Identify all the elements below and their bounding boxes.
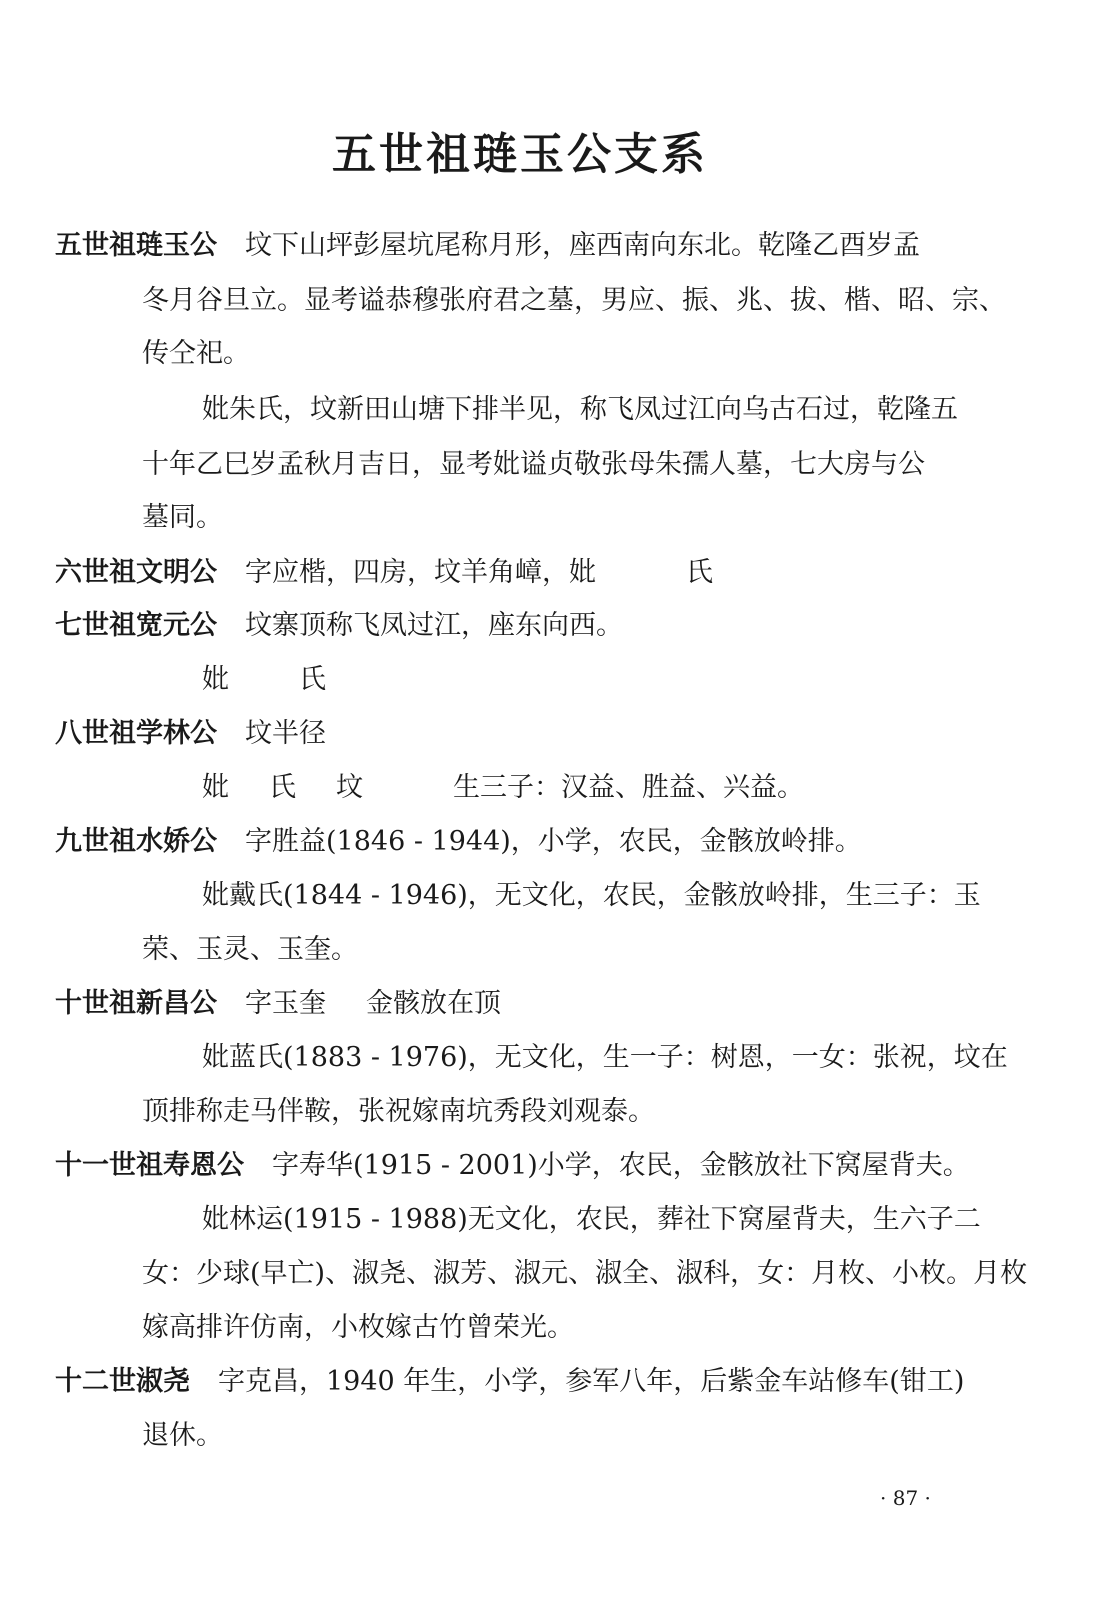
entry-gen12-line2: 退休。	[142, 1420, 223, 1451]
page-title: 五世祖琏玉公支系	[332, 129, 708, 180]
entry-text: 字克昌，1940 年生，小学，参军八年，后紫金车站修车(钳工)	[218, 1366, 965, 1397]
spouse-suffix: 氏	[299, 664, 326, 695]
entry-gen5-spouse-line2: 十年乙巳岁孟秋月吉日，显考妣谥贞敬张母朱孺人墓，七大房与公	[142, 449, 925, 480]
entry-text-suffix: 氏	[686, 557, 713, 588]
page-number: · 87 ·	[880, 1486, 931, 1510]
spouse-grave: 坟	[336, 772, 363, 803]
entry-label: 十二世淑尧	[55, 1366, 190, 1397]
entry-gen6	[55, 555, 713, 591]
entry-label: 九世祖水娇公	[55, 826, 217, 857]
entry-gen9-spouse-line2: 荣、玉灵、玉奎。	[142, 934, 358, 965]
spouse-prefix: 妣	[202, 664, 229, 695]
entry-gen5-line3: 传仝祀。	[142, 338, 250, 369]
entry-text: 字应楷，四房，坟羊角嶂，妣	[245, 557, 596, 588]
entry-text: 坟半径	[245, 718, 326, 749]
entry-text-suffix: 金骸放在顶	[366, 988, 501, 1019]
entry-gen8-spouse	[202, 770, 804, 806]
entry-gen5-spouse-line1: 妣朱氏，坟新田山塘下排半见，称飞凤过江向乌古石过，乾隆五	[202, 394, 958, 425]
entry-text: 字寿华(1915 - 2001)小学，农民，金骸放社下窝屋背夫。	[272, 1150, 970, 1181]
entry-gen8	[55, 716, 326, 752]
entry-gen5-spouse-line3: 墓同。	[142, 502, 223, 533]
entry-text: 字玉奎	[245, 988, 326, 1019]
entry-gen7-spouse	[202, 662, 326, 698]
entry-gen10-spouse-line2: 顶排称走马伴鞍，张祝嫁南坑秀段刘观泰。	[142, 1096, 655, 1127]
entry-gen9-spouse-line1: 妣戴氏(1844 - 1946)，无文化，农民，金骸放岭排，生三子：玉	[202, 880, 981, 911]
spouse-children: 生三子：汉益、胜益、兴益。	[453, 772, 804, 803]
entry-gen10-spouse-line1: 妣蓝氏(1883 - 1976)，无文化，生一子：树恩，一女：张祝，坟在	[202, 1042, 1008, 1073]
entry-label: 六世祖文明公	[55, 557, 217, 588]
entry-label: 八世祖学林公	[55, 718, 217, 749]
entry-gen7	[55, 608, 623, 644]
spouse-surname: 氏	[269, 772, 296, 803]
entry-label: 十一世祖寿恩公	[55, 1150, 244, 1181]
entry-gen5-line2: 冬月谷旦立。显考谥恭穆张府君之墓，男应、振、兆、拔、楷、昭、宗、	[142, 285, 1006, 316]
entry-gen10	[55, 986, 501, 1022]
entry-gen11-spouse-line1: 妣林运(1915 - 1988)无文化，农民，葬社下窝屋背夫，生六子二	[202, 1204, 981, 1235]
entry-text: 坟寨顶称飞凤过江，座东向西。	[245, 610, 623, 641]
entry-gen11-spouse-line3: 嫁高排许仿南，小枚嫁古竹曾荣光。	[142, 1312, 574, 1343]
spouse-prefix: 妣	[202, 772, 229, 803]
entry-gen12	[55, 1364, 964, 1400]
entry-gen11	[55, 1148, 970, 1184]
entry-label: 十世祖新昌公	[55, 988, 217, 1019]
entry-gen11-spouse-line2: 女：少球(早亡)、淑尧、淑芳、淑元、淑全、淑科，女：月枚、小枚。月枚	[142, 1258, 1028, 1289]
entry-gen5-line1	[55, 228, 920, 264]
entry-gen9	[55, 824, 862, 860]
entry-text: 字胜益(1846 - 1944)，小学，农民，金骸放岭排。	[245, 826, 862, 857]
entry-label: 五世祖琏玉公	[55, 230, 217, 261]
entry-label: 七世祖宽元公	[55, 610, 217, 641]
entry-text: 坟下山坪彭屋坑尾称月形，座西南向东北。乾隆乙酉岁孟	[245, 230, 920, 261]
